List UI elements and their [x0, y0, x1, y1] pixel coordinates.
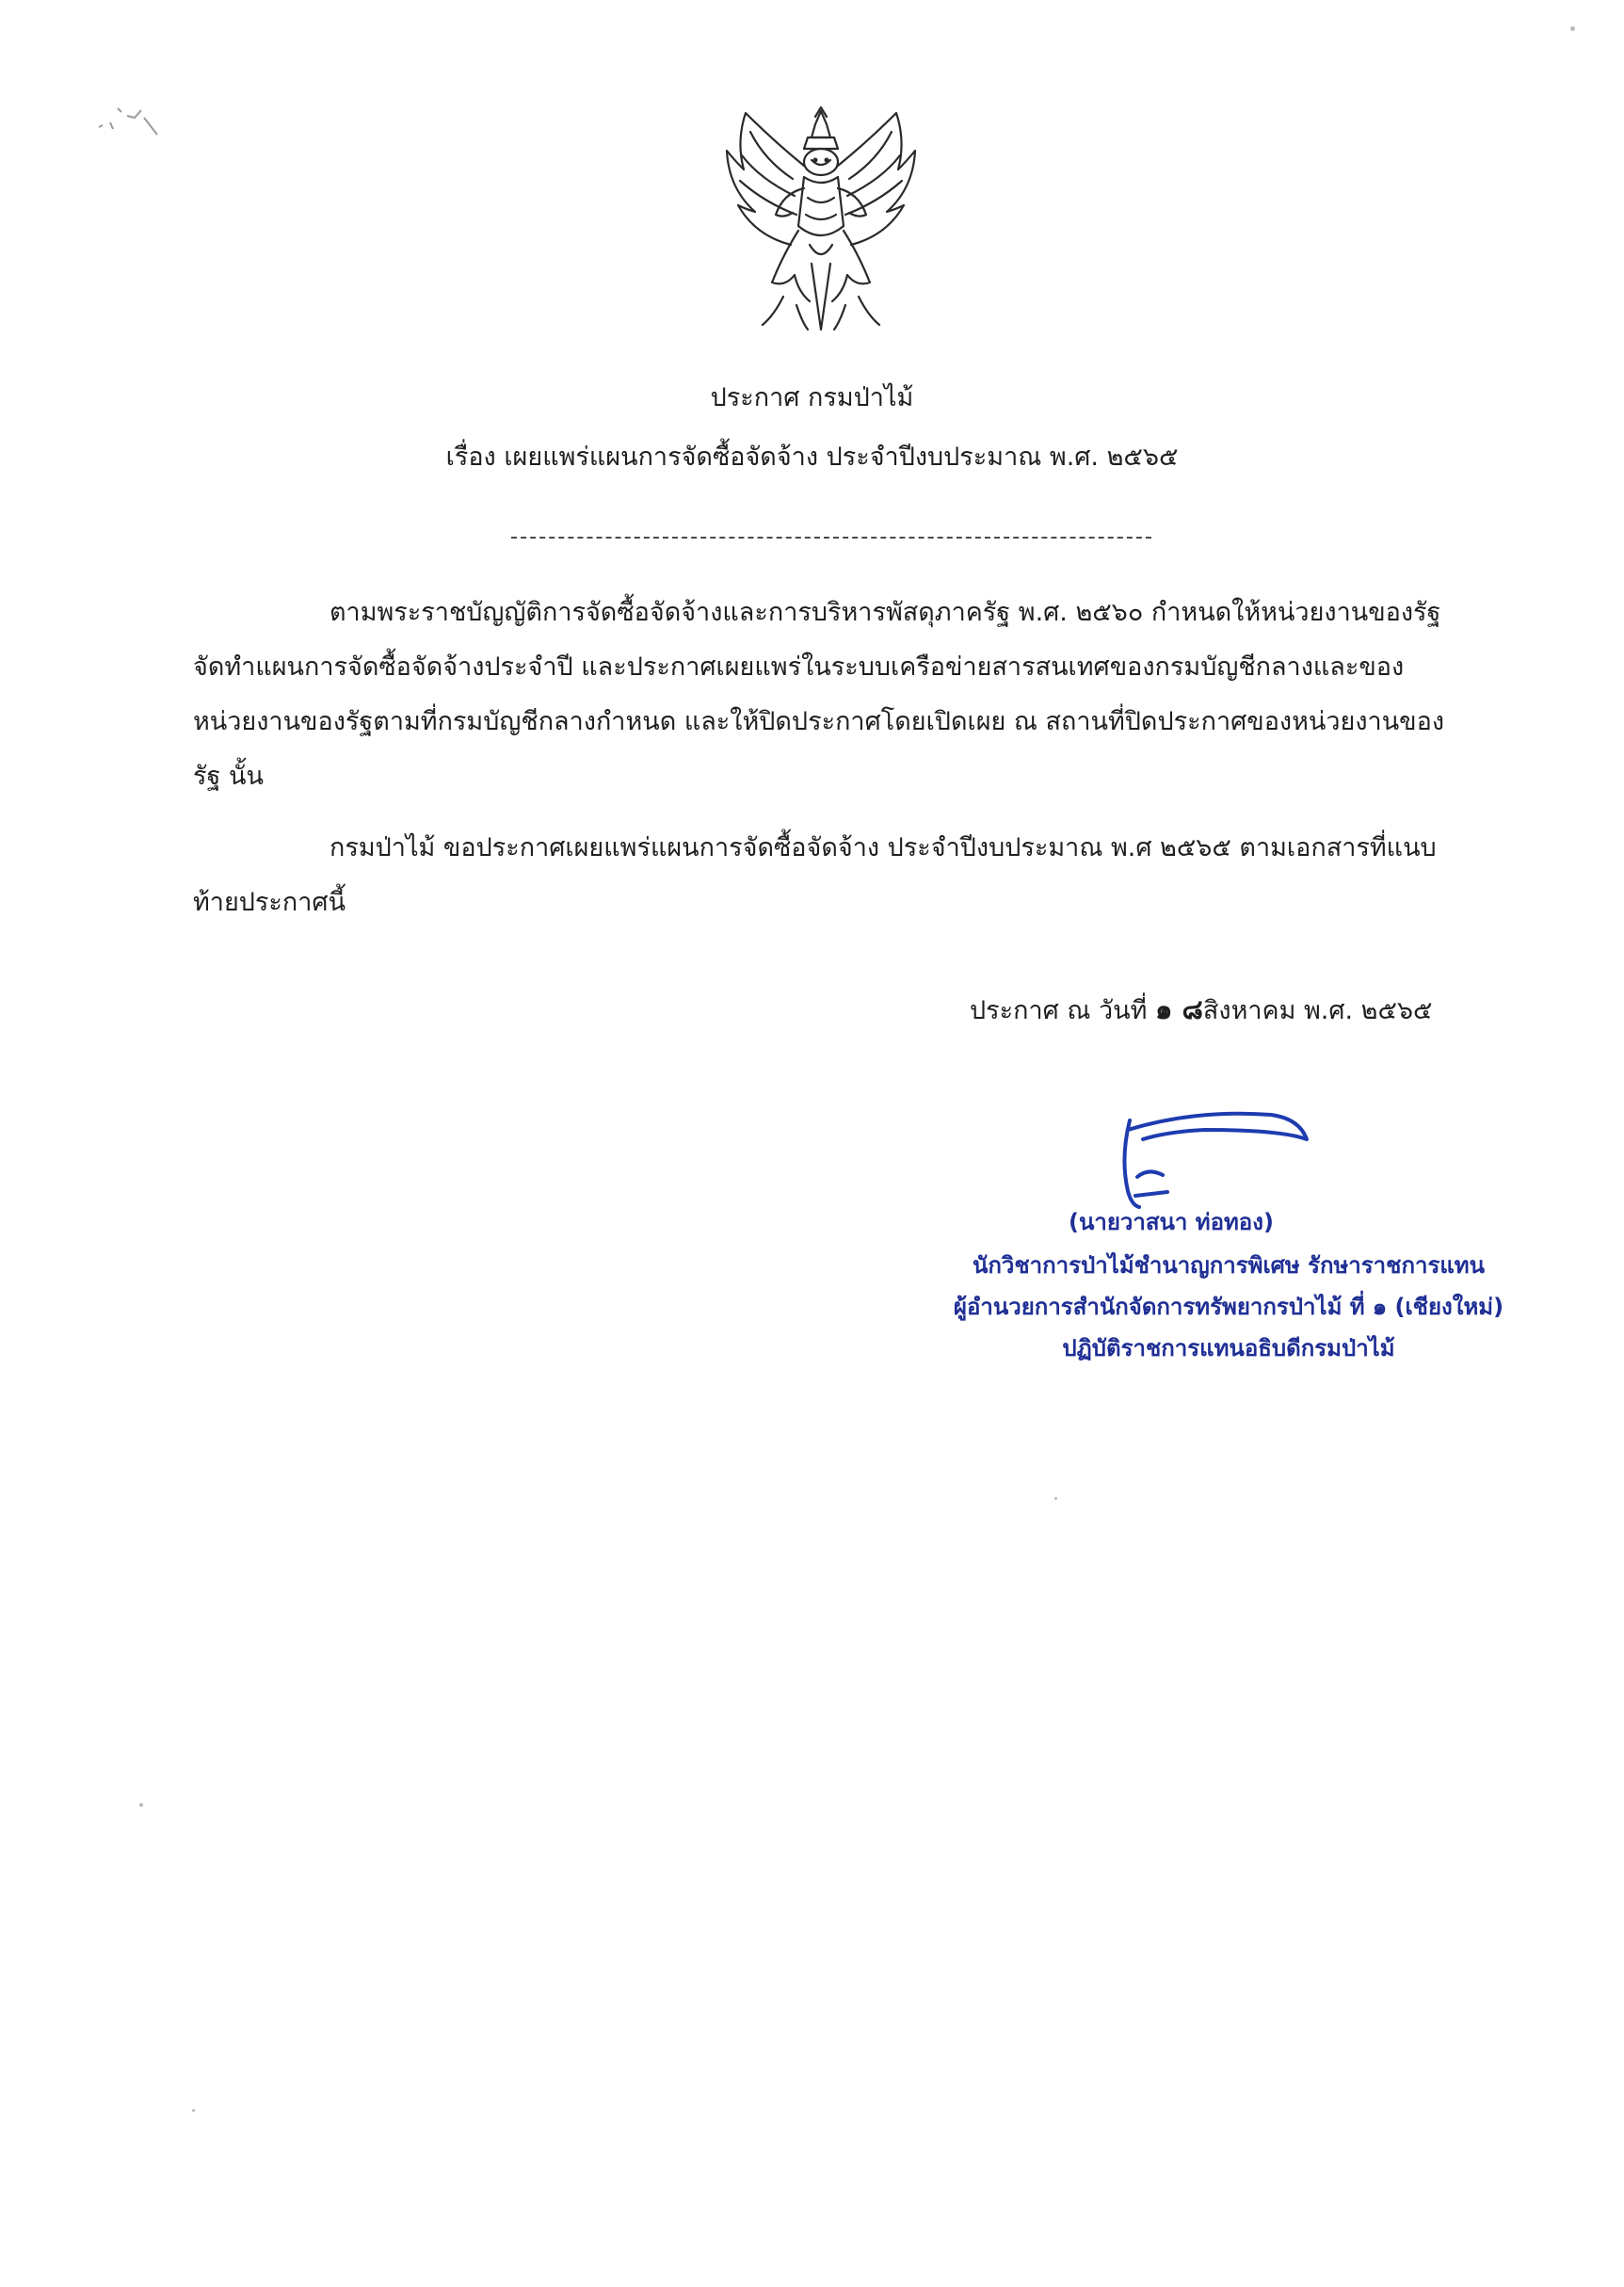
date-prefix: ประกาศ ณ วันที่: [970, 996, 1148, 1025]
scan-speck: [1054, 1497, 1057, 1500]
scan-speck: [192, 2109, 195, 2112]
announcement-title: ประกาศ กรมป่าไม้: [710, 383, 914, 412]
handwritten-signature-icon: [1111, 1102, 1318, 1215]
date-month-year: สิงหาคม พ.ศ. ๒๕๖๕: [1202, 996, 1433, 1025]
signatory-position-2: ผู้อำนวยการสำนักจัดการทรัพยากรป่าไม้ ที่ ๑ (เชียงใหม่): [953, 1294, 1504, 1320]
body-paragraph-2: กรมป่าไม้ ขอประกาศเผยแพร่แผนการจัดซื้อจัดจ้าง ประจำปีงบประมาณ พ.ศ ๒๕๖๕ ตามเอกสารที่แนบท้ายประกาศนี้: [193, 833, 1437, 917]
body-paragraph-1: ตามพระราชบัญญัติการจัดซื้อจัดจ้างและการบริหารพัสดุภาครัฐ พ.ศ. ๒๕๖๐ กำหนดให้หน่วยงานของรัฐจัดทำแผนการจัดซื้อจัดจ้างประจำปี และประกาศเผยแพร่ในระบบเครือข่ายสารสนเทศของกรมบัญชีกลางและของหน่วยงานของรัฐตามที่กรมบัญชีกลางกำหนด และให้ปิดประกาศโดยเปิดเผย ณ สถานที่ปิดประกาศของหน่วยงานของรัฐ นั้น: [193, 598, 1445, 791]
scan-speck: [1570, 26, 1575, 31]
signatory-name: (นายวาสนา ท่อทอง): [1069, 1209, 1274, 1235]
dashed-divider: [511, 537, 1151, 539]
scan-speck: [139, 1803, 143, 1807]
garuda-emblem-icon: [717, 104, 925, 334]
signatory-position-1: นักวิชาการป่าไม้ชำนาญการพิเศษ รักษาราชการแทน: [972, 1252, 1486, 1279]
signatory-position-3: ปฏิบัติราชการแทนอธิบดีกรมป่าไม้: [1062, 1335, 1395, 1361]
date-day: ๑ ๘: [1155, 993, 1203, 1025]
announcement-subject: เรื่อง เผยแพร่แผนการจัดซื้อจัดจ้าง ประจำปีงบประมาณ พ.ศ. ๒๕๖๕: [445, 443, 1179, 472]
scan-artifact-mark: [89, 89, 174, 155]
announcement-date: [970, 990, 1432, 1030]
